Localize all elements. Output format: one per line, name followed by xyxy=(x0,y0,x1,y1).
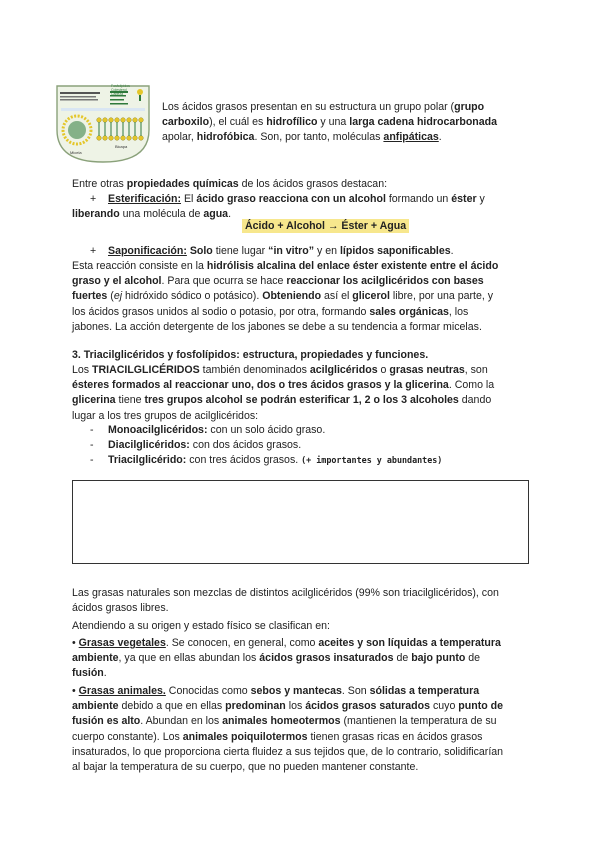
figure-caption-line: Cabeza xyxy=(111,92,124,96)
list-text: con tres ácidos grasos. xyxy=(186,454,302,467)
term-fusion: fusión xyxy=(72,667,104,680)
props-text: Entre otras xyxy=(72,178,127,190)
anim-text: . Son xyxy=(341,685,370,697)
react-text: hidróxido sódico o potásico). xyxy=(122,290,263,303)
list-item xyxy=(90,453,548,468)
react-text: así el xyxy=(321,290,353,303)
term-carboxilo: carboxilo xyxy=(162,116,210,129)
term-poiquilotermos: animales poiquilotermos xyxy=(182,730,308,743)
term-punto-de: punto de xyxy=(458,700,504,713)
ester-text: una molécula de xyxy=(119,208,204,220)
intro-text: y una xyxy=(317,116,350,129)
term-propiedades: propiedades químicas xyxy=(126,178,239,190)
term-sebos: sebos y mantecas xyxy=(250,685,342,697)
term-insaturados: ácidos grasos insaturados xyxy=(259,652,394,665)
sapon-text: y en xyxy=(314,245,340,257)
vegetable-fats xyxy=(72,636,542,682)
list-dash: - xyxy=(90,454,94,467)
section3-heading: 3. Triacilglicéridos y fosfolípidos: estructura, propiedades y funciones. xyxy=(72,349,429,361)
term-ester: éster xyxy=(451,193,477,205)
ester-text: y xyxy=(476,193,485,205)
term-fuertes: fuertes xyxy=(72,290,108,303)
props-text: de los ácidos grasos destacan: xyxy=(238,178,388,190)
term-graso-alcohol: graso y el alcohol xyxy=(72,275,162,288)
term-saponificables: lípidos saponificables xyxy=(339,245,451,257)
list-dash: - xyxy=(90,424,94,436)
anim-text: (mantienen la temperatura de su xyxy=(340,715,497,728)
term-grasas-neutras: grasas neutras xyxy=(389,364,465,376)
anim-text: insaturados, lo que proporciona cierta fluidez a sus tejidos que, de lo contrario, solidificarían xyxy=(72,745,504,758)
react-text: libre, por una parte, y xyxy=(389,290,494,303)
bullet-dot: • xyxy=(72,637,76,649)
anim-text: . Abundan en los xyxy=(140,715,223,728)
natural-text: ácidos grasos libres. xyxy=(72,602,169,615)
list-item xyxy=(90,423,548,438)
term-tres-grupos: tres grupos alcohol se podrán esterificar 1, 2 o los 3 alcoholes xyxy=(144,394,459,407)
bullet-dot: • xyxy=(72,685,76,697)
term-homeotermos: animales homeotermos xyxy=(222,715,341,728)
list-text: con dos ácidos grasos. xyxy=(189,439,302,452)
veg-text: , ya que en ellas abundan los xyxy=(118,652,260,665)
natural-text: Atendiendo a su origen y estado físico se clasifican en: xyxy=(72,620,330,633)
lipid-figure xyxy=(55,80,151,164)
ester-item xyxy=(90,192,528,207)
term-predominan: predominan xyxy=(225,700,286,713)
term-glicerina: glicerina xyxy=(72,394,116,407)
ester-text: formando un xyxy=(385,193,452,205)
term-aceites: aceites y son líquidas a temperatura xyxy=(318,637,501,649)
figure-label-bicapa: Bicapa xyxy=(115,144,128,149)
props-intro xyxy=(72,177,387,192)
ester-text: El xyxy=(181,193,197,205)
s3-text: lugar a los tres grupos de acilglicéridos: xyxy=(72,409,259,422)
term-grasas-animales: Grasas animales. xyxy=(78,685,166,697)
term-hidrofilico: hidrofílico xyxy=(266,116,318,129)
animal-fats xyxy=(72,684,542,775)
s3-text: tiene xyxy=(115,394,145,407)
intro-text: . xyxy=(438,131,442,144)
veg-text: . Se conocen, en general, como xyxy=(165,637,319,649)
term-agua: agua xyxy=(203,208,229,220)
term-obteniendo: Obteniendo xyxy=(262,290,322,303)
s3-text: o xyxy=(377,364,390,376)
natural-text: Las grasas naturales son mezclas de distintos acilglicéridos (99% son triacilglicéridos), con xyxy=(72,587,499,599)
veg-text: de xyxy=(393,652,412,665)
s3-text: dando xyxy=(458,394,492,407)
list-item xyxy=(90,438,548,453)
term-ambiente: ambiente xyxy=(72,700,119,713)
bullet-plus: + xyxy=(90,245,97,257)
term-esteres-formados: ésteres formados al reaccionar uno, dos o tres ácidos grasos y la glicerina xyxy=(72,379,449,392)
list-dash: - xyxy=(90,439,94,452)
term-grupo: grupo xyxy=(454,101,485,113)
anim-text: Conocidas como xyxy=(165,685,251,697)
term-cadena: larga cadena hidrocarbonada xyxy=(349,116,498,129)
equation-text: Ácido + Alcohol → Éster + Agua xyxy=(242,219,409,233)
reaction-paragraph xyxy=(72,259,532,335)
react-text: ej xyxy=(113,290,123,303)
term-saponificacion: Saponificación: xyxy=(108,245,187,257)
term-solidas: sólidas a temperatura xyxy=(369,685,480,697)
anim-text: cuyo xyxy=(430,700,459,713)
term-in-vitro: “in vitro” xyxy=(268,245,315,257)
sapon-item xyxy=(90,244,528,259)
figure-caption xyxy=(111,84,130,96)
s3-text: , son xyxy=(464,364,488,376)
term-sales-organicas: sales orgánicas xyxy=(369,305,449,318)
anim-text: cuerpo constante). Los xyxy=(72,730,183,743)
react-text: jabones. La acción detergente de los jabones se debe a su tendencia a formar micelas. xyxy=(72,320,482,333)
figure-label-micela: Micela xyxy=(70,150,82,155)
term-grasas-vegetales: Grasas vegetales xyxy=(78,637,166,649)
s3-text: . Como la xyxy=(448,379,495,392)
natural-paragraph xyxy=(72,586,542,635)
term-solo: Solo xyxy=(189,245,213,257)
list-note: (+ importantes y abundantes) xyxy=(301,455,443,466)
term-saturados: ácidos grasos saturados xyxy=(305,700,431,713)
s3-text: Los xyxy=(72,364,93,376)
term-acilgliceridos: acilglicéridos xyxy=(309,364,378,376)
ester-text: . xyxy=(228,208,232,220)
veg-text: de xyxy=(465,652,481,665)
intro-paragraph xyxy=(162,100,542,146)
term-reaccionar: reaccionar los acilglicéridos con bases xyxy=(286,275,484,288)
term-hidrofobica: hidrofóbica xyxy=(196,131,255,144)
term-reacciona: ácido graso reacciona con un alcohol xyxy=(196,193,386,205)
term-fusion-alto: fusión es alto xyxy=(72,715,141,728)
term-glicerol: glicerol xyxy=(352,290,390,303)
figure-caption-line: Colesterol xyxy=(111,88,127,92)
intro-text: Los ácidos grasos presentan en su estructura un grupo polar ( xyxy=(162,101,455,113)
term-ambiente: ambiente xyxy=(72,652,119,665)
anim-text: los xyxy=(285,700,306,713)
react-text: Esta reacción consiste en la xyxy=(72,260,207,272)
ester-line2 xyxy=(72,207,231,222)
acylglyceride-list xyxy=(90,423,548,469)
react-text: . Para que ocurra se hace xyxy=(161,275,287,288)
equation-highlight xyxy=(242,220,409,232)
sapon-text: tiene lugar xyxy=(212,245,269,257)
term-bajo-punto: bajo punto xyxy=(411,652,466,665)
term-di: Diacilglicéridos: xyxy=(108,439,190,452)
anim-text: debido a que en ellas xyxy=(118,700,226,713)
term-hidrolisis: hidrólisis alcalina del enlace éster existente entre el ácido xyxy=(206,260,499,272)
intro-text: ), el cuál es xyxy=(209,116,267,129)
term-esterificacion: Esterificación: xyxy=(108,193,182,205)
figure-caption-line: Fosfolípidos xyxy=(111,84,130,88)
react-text: los ácidos grasos unidos al sodio o potasio, por otra, formando xyxy=(72,305,370,318)
term-mono: Monoacilglicéridos: xyxy=(108,424,208,436)
term-tri: Triacilglicérido: xyxy=(108,454,187,467)
list-text: con un solo ácido graso. xyxy=(207,424,326,436)
s3-text: también denominados xyxy=(199,364,310,376)
anim-text: tienen grasas ricas en ácidos grasos xyxy=(307,730,483,743)
sapon-text: . xyxy=(450,245,454,257)
term-liberando: liberando xyxy=(72,208,120,220)
term-triacilgliceridos: TRIACILGLICÉRIDOS xyxy=(92,364,200,376)
anim-text: al bajar la temperatura de su cuerpo, que no pueden mantener constante. xyxy=(72,761,419,774)
bullet-plus: + xyxy=(90,193,97,205)
veg-text: . xyxy=(103,667,107,680)
empty-box xyxy=(72,480,529,564)
react-text: , los xyxy=(448,305,469,318)
react-text: ( xyxy=(107,290,114,303)
term-anfipaticas: anfipáticas xyxy=(383,131,439,144)
section3-paragraph xyxy=(72,363,542,424)
intro-text: apolar, xyxy=(162,131,197,144)
intro-text: . Son, por tanto, moléculas xyxy=(254,131,384,144)
